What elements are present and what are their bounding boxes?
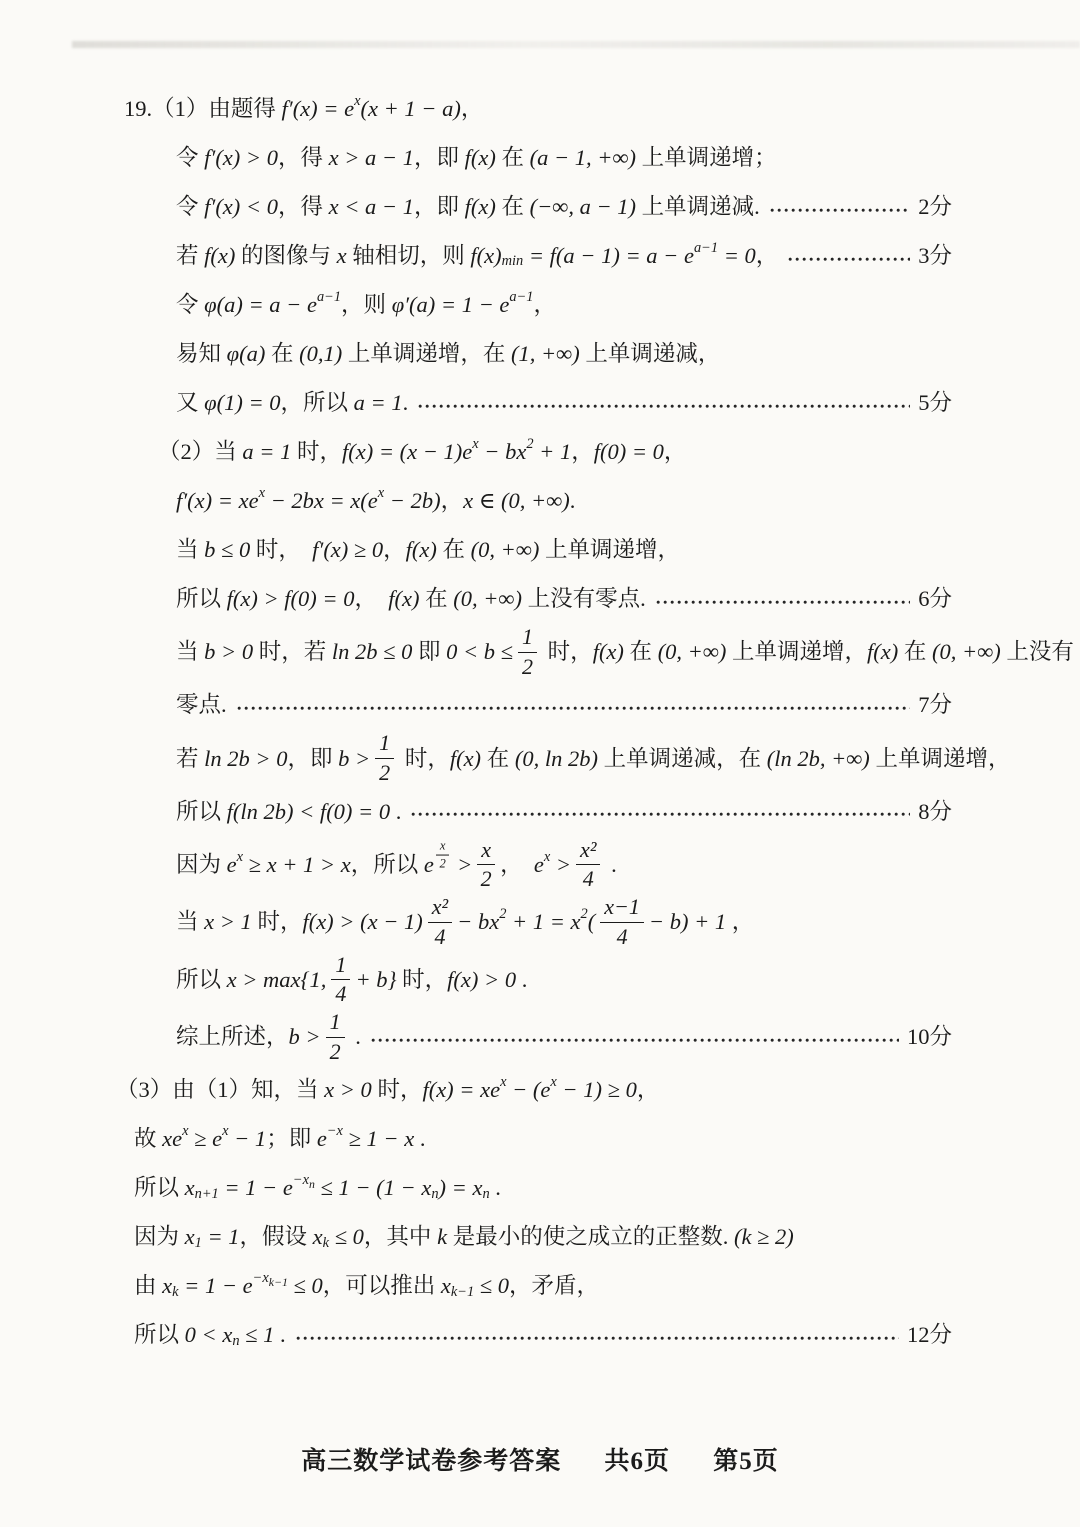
subscript: k <box>172 1283 179 1300</box>
math-run: ≥ x + 1 > x <box>243 851 351 877</box>
superscript: $-x_{k-1}$ <box>252 1270 288 1290</box>
content-line <box>176 1010 952 1064</box>
text-run: ，所以 <box>280 389 354 415</box>
math-run: a = 1 <box>353 389 403 415</box>
math-run: f′(x) = e <box>281 95 355 121</box>
text-run: 若 <box>176 242 205 268</box>
text-run: 因为 <box>134 1224 185 1250</box>
page-footer <box>0 1441 1080 1477</box>
content-line <box>176 282 952 328</box>
text-run: ，得 <box>277 193 329 219</box>
math-run: x <box>162 1273 173 1299</box>
text-run: 上没有零点. <box>521 585 646 611</box>
fraction-numerator: 1 <box>518 625 537 653</box>
math-run: − 1) ≥ 0 <box>556 1077 637 1103</box>
fraction <box>576 838 600 892</box>
text-run: 上没有 <box>1000 639 1074 665</box>
math-run: f(x) <box>470 242 502 268</box>
math-run: f(x) <box>405 536 437 562</box>
superscript: x <box>222 1123 229 1140</box>
content-line <box>176 624 1074 679</box>
math-run: b > 0 <box>204 639 254 665</box>
math-run: − bx <box>457 909 500 935</box>
math-run: + b} <box>355 966 397 992</box>
fraction-numerator: x² <box>576 838 600 866</box>
text-run: 在 <box>495 193 530 219</box>
math-run: = f(a − 1) = a − e <box>523 242 694 268</box>
math-run: f(ln 2b) < f(0) = 0 <box>226 798 391 824</box>
text-run: 上单调递增，在 <box>342 340 511 366</box>
nested-subscript: k−1 <box>268 1275 288 1290</box>
fraction-denominator: 4 <box>434 923 446 949</box>
text-run: . <box>569 487 576 513</box>
nested-subscript: n <box>308 1177 315 1192</box>
content-line <box>176 233 952 279</box>
superscript: x <box>543 849 551 866</box>
math-run: b > <box>338 745 371 771</box>
superscript: −x <box>326 1123 343 1140</box>
text-run: 上单调递减，在 <box>597 745 767 771</box>
text-run: . <box>390 798 402 824</box>
math-run: (0, ln 2b) <box>514 745 598 771</box>
score-label: 7分 <box>918 692 952 718</box>
text-run: 所以 <box>176 798 227 824</box>
dotted-leader <box>296 1336 899 1341</box>
math-run: x <box>184 1175 195 1201</box>
math-run: = 1 − e <box>218 1175 293 1201</box>
text-run: 所以 <box>176 966 227 992</box>
superscript: 2 <box>526 436 534 453</box>
text-run: 在 <box>265 340 300 366</box>
content-line <box>158 429 952 475</box>
math-run: f(x) = xe <box>422 1077 501 1103</box>
text-run: 所以 <box>176 585 227 611</box>
math-run: ≤ 0 <box>287 1273 323 1299</box>
text-run: ；即 <box>266 1126 317 1152</box>
text-run: ， <box>460 95 484 121</box>
content-line <box>176 184 952 230</box>
text-run: 令 <box>176 193 205 219</box>
text-run: 由 <box>134 1273 163 1299</box>
text-run: 时， <box>250 536 313 562</box>
subscript: n <box>431 1185 439 1202</box>
text-run: 易知 <box>176 340 227 366</box>
content-line <box>176 527 952 573</box>
math-run: = 1 <box>201 1224 240 1250</box>
text-run: 在 <box>623 639 658 665</box>
math-run: (0, +∞) <box>470 536 540 562</box>
text-run: . <box>349 1024 361 1049</box>
text-run: 因为 <box>176 851 227 877</box>
math-run: (0,1) <box>299 340 343 366</box>
superscript: a−1 <box>509 289 534 306</box>
content-line <box>176 576 952 622</box>
text-run: 上单调递减， <box>579 340 721 366</box>
content-line <box>176 953 952 1007</box>
text-run: ， <box>354 585 389 611</box>
text-run: . <box>414 1126 426 1152</box>
superscript: $-x_n$ <box>292 1172 315 1192</box>
math-run: b > <box>288 1024 321 1049</box>
math-run: φ(1) = 0 <box>204 389 281 415</box>
fraction <box>375 731 394 785</box>
text-run: 令 <box>176 144 205 170</box>
fraction-denominator: 2 <box>480 866 492 892</box>
text-run: 当 <box>176 639 205 665</box>
fraction-numerator: x−1 <box>600 895 644 923</box>
math-run: x < a − 1 <box>328 193 414 219</box>
math-run: − 2bx = x(e <box>264 487 378 513</box>
math-run: e <box>316 1126 327 1152</box>
content-line <box>134 1165 952 1211</box>
text-run: ， <box>726 909 755 935</box>
dotted-leader <box>371 1038 899 1043</box>
superscript: x <box>377 485 385 502</box>
math-run: x <box>336 242 347 268</box>
content-line <box>124 86 952 132</box>
text-run: 综上所述， <box>176 1024 289 1049</box>
text-run: ，即 <box>413 144 465 170</box>
text-run: 时，若 <box>253 639 332 665</box>
text-run: 故 <box>134 1126 163 1152</box>
math-run: (a − 1, +∞) <box>529 144 637 170</box>
math-run: f(x) = (x − 1)e <box>341 438 473 464</box>
subscript: k−1 <box>450 1283 475 1300</box>
math-run: x <box>184 1224 195 1250</box>
text-run: 上单调递增， <box>539 536 681 562</box>
fraction-denominator: 4 <box>616 923 628 949</box>
content-line <box>176 682 952 728</box>
text-run: 当 <box>176 536 205 562</box>
fraction <box>436 840 450 871</box>
subscript: k <box>322 1234 330 1251</box>
math-run: − bx <box>478 438 527 464</box>
math-run: ( <box>587 909 596 935</box>
superscript: x <box>500 1074 507 1091</box>
math-run: (ln 2b, +∞) <box>766 745 870 771</box>
fraction <box>600 895 644 949</box>
text-run: 时， <box>291 438 342 464</box>
dotted-leader <box>656 600 911 605</box>
math-run: x > 1 <box>204 909 252 935</box>
score-label: 3分 <box>918 242 952 268</box>
superscript: x <box>550 1074 557 1091</box>
fraction <box>518 625 537 679</box>
math-run: − 1 <box>228 1126 267 1152</box>
text-run: 时， <box>396 966 448 992</box>
text-run: 时， <box>251 909 303 935</box>
fraction-denominator: 2 <box>522 653 534 679</box>
text-run: 所以 <box>134 1175 185 1201</box>
text-run: 时， <box>399 745 450 771</box>
text-run: ，即 <box>413 193 465 219</box>
text-run: 在 <box>898 639 933 665</box>
math-run: ≥ 1 − x <box>342 1126 415 1152</box>
text-run: （2）当 <box>158 438 243 464</box>
math-run: f(x) > (x − 1) <box>302 909 423 935</box>
text-run: ，得 <box>277 144 329 170</box>
text-run: 令 <box>176 291 205 317</box>
dotted-leader <box>237 706 911 711</box>
text-run: ， <box>636 1077 660 1103</box>
math-run: x <box>440 1273 451 1299</box>
text-run: . <box>402 389 409 415</box>
fraction-denominator: 4 <box>335 981 347 1007</box>
math-run: − (e <box>506 1077 551 1103</box>
fraction-numerator: x <box>477 838 495 866</box>
math-run: f(x) <box>464 144 496 170</box>
content-line <box>176 838 952 892</box>
text-run: 上单调递增； <box>636 144 777 170</box>
fraction <box>331 953 350 1007</box>
text-run: 在 <box>419 585 454 611</box>
math-run: = 0 <box>718 242 756 268</box>
text-run: 的图像与 <box>235 242 337 268</box>
superscript: x <box>472 436 479 453</box>
text-run: ， <box>755 242 779 268</box>
content-line <box>176 789 952 835</box>
content-line <box>134 1263 952 1309</box>
score-label: 8分 <box>918 798 952 824</box>
math-run: a = 1 <box>242 438 292 464</box>
fraction-numerator: 1 <box>326 1010 345 1038</box>
fraction-denominator: 2 <box>329 1038 341 1064</box>
content-line <box>176 331 952 377</box>
fraction-denominator: 4 <box>582 866 594 892</box>
math-run: f(x) <box>204 242 236 268</box>
math-run: ln 2b ≤ 0 <box>331 639 413 665</box>
superscript: 2 <box>499 906 507 923</box>
dotted-leader <box>418 404 910 409</box>
math-run: (k ≥ 2) <box>733 1224 794 1250</box>
text-run: 当 <box>176 909 205 935</box>
text-run: 若 <box>176 745 205 771</box>
text-run: ， <box>571 438 594 464</box>
superscript: 2 <box>580 906 588 923</box>
math-run: k <box>437 1224 448 1250</box>
text-run: 即 <box>412 639 447 665</box>
text-run: 时， <box>371 1077 423 1103</box>
math-run: f(x) <box>867 639 899 665</box>
math-run: φ(a) <box>226 340 266 366</box>
superscript: a−1 <box>693 240 719 257</box>
subscript: min <box>501 253 524 270</box>
fraction-numerator: x² <box>428 895 452 923</box>
math-run: xe <box>162 1126 183 1152</box>
content-line <box>134 1312 952 1358</box>
text-run: 在 <box>436 536 471 562</box>
subscript: n <box>232 1332 240 1349</box>
math-run: = 1 − e <box>178 1273 253 1299</box>
dotted-leader <box>411 812 910 817</box>
math-run: f(x) <box>449 745 482 771</box>
dotted-leader <box>770 208 910 213</box>
math-run: > <box>451 851 473 877</box>
superscript: x <box>258 485 265 502</box>
subscript: 1 <box>194 1234 202 1251</box>
fraction-numerator: 1 <box>375 731 394 759</box>
math-run: ≤ 0 <box>329 1224 364 1250</box>
text-run: ，所以 <box>350 851 424 877</box>
math-run: f(x) > f(0) = 0 <box>226 585 355 611</box>
math-run: f(0) = 0 <box>593 438 664 464</box>
dotted-leader <box>788 257 910 262</box>
superscript: x <box>354 93 361 110</box>
math-run: f′(x) > 0 <box>204 144 278 170</box>
math-run: f(x) <box>388 585 420 611</box>
text-run: ， <box>500 851 534 877</box>
math-run: x > a − 1 <box>328 144 414 170</box>
text-run: ， <box>533 291 557 317</box>
text-run: 轴相切，则 <box>346 242 471 268</box>
text-run: ，则 <box>341 291 392 317</box>
math-run: (−∞, a − 1) <box>529 193 637 219</box>
fraction-numerator: x <box>436 840 450 856</box>
math-run: ≤ 0 <box>474 1273 510 1299</box>
math-run: φ(a) = a − e <box>204 291 317 317</box>
footer-pages-total: 共6页 <box>604 1448 670 1475</box>
content-line <box>134 1214 952 1260</box>
text-run: 零点. <box>176 692 227 718</box>
math-run: b ≤ 0 <box>204 536 251 562</box>
math-run: (0, +∞) <box>657 639 727 665</box>
score-label: 2分 <box>918 193 952 219</box>
text-run: . <box>274 1322 286 1348</box>
content-line <box>176 380 952 426</box>
text-run: ，假设 <box>239 1224 313 1250</box>
text-run: ， <box>663 438 687 464</box>
text-run: ，可以推出 <box>322 1273 441 1299</box>
text-run: 在 <box>481 745 515 771</box>
fraction <box>428 895 452 949</box>
math-run: − b) + 1 <box>648 909 727 935</box>
page-content <box>0 86 1080 1358</box>
fraction-denominator: 2 <box>379 760 391 786</box>
text-run: ， <box>383 536 406 562</box>
text-run: ，即 <box>287 745 339 771</box>
superscript: x <box>182 1123 189 1140</box>
math-run: x ∈ (0, +∞) <box>463 487 570 513</box>
text-run: 是最小的使之成立的正整数. <box>447 1224 734 1250</box>
content-line <box>176 730 1011 786</box>
math-run: x <box>312 1224 323 1250</box>
text-run: . <box>489 1175 501 1201</box>
footer-title: 高三数学试卷参考答案 <box>301 1448 562 1475</box>
math-run: e <box>423 851 434 877</box>
text-run: ，其中 <box>363 1224 438 1250</box>
math-run: f(x) <box>464 193 496 219</box>
scanner-artifact <box>72 41 1080 48</box>
text-run: 又 <box>176 389 205 415</box>
math-run: f′(x) ≥ 0 <box>312 536 384 562</box>
math-run: 0 < b ≤ <box>446 639 514 665</box>
score-label: 12分 <box>906 1322 952 1348</box>
math-run: f′(x) < 0 <box>204 193 278 219</box>
math-run: > <box>550 851 572 877</box>
footer-page-current: 第5页 <box>713 1448 779 1475</box>
math-run: ≤ 1 <box>239 1322 275 1348</box>
score-label: 5分 <box>918 389 952 415</box>
math-run: (0, +∞) <box>932 639 1001 665</box>
superscript: x <box>236 849 244 866</box>
text-run: 19.（1）由题得 <box>124 95 282 121</box>
content-line <box>176 478 952 524</box>
math-run: ≤ 1 − (1 − x <box>314 1175 432 1201</box>
content-line <box>134 1116 952 1162</box>
content-line <box>176 895 952 949</box>
math-run: ≥ e <box>188 1126 223 1152</box>
math-run: ln 2b > 0 <box>204 745 288 771</box>
text-run: ，矛盾， <box>509 1273 600 1299</box>
subscript: n+1 <box>194 1185 219 1202</box>
subscript: n <box>482 1185 490 1202</box>
fraction <box>326 1010 345 1064</box>
math-run: (1, +∞) <box>510 340 580 366</box>
math-run: f(x) <box>592 639 624 665</box>
text-run: 上单调递增， <box>869 745 1011 771</box>
superscript: a−1 <box>316 289 342 306</box>
math-run: + 1 <box>533 438 572 464</box>
math-run: (0, +∞) <box>453 585 522 611</box>
text-run: 时， <box>542 639 593 665</box>
fraction-numerator: 1 <box>331 953 350 981</box>
math-run: − 2b) <box>384 487 441 513</box>
fraction <box>477 838 495 892</box>
math-run: x > max{1, <box>226 966 327 992</box>
text-run: . <box>605 851 617 877</box>
fraction-denominator: 2 <box>439 856 446 871</box>
text-run: 上单调递减. <box>636 193 760 219</box>
math-run: (x + 1 − a) <box>360 95 461 121</box>
math-run: e <box>226 851 237 877</box>
math-run: f(x) > 0 <box>447 966 517 992</box>
text-run: . <box>516 966 528 992</box>
math-run: + 1 = x <box>506 909 581 935</box>
math-run: φ′(a) = 1 − e <box>391 291 510 317</box>
score-label: 10分 <box>906 1024 952 1049</box>
text-run: （3）由（1）知，当 <box>116 1077 325 1103</box>
math-run: e <box>533 851 544 877</box>
content-line <box>176 135 952 181</box>
text-run: 上单调递增， <box>726 639 868 665</box>
math-run: ) = x <box>438 1175 483 1201</box>
math-run: x > 0 <box>324 1077 372 1103</box>
math-run: 0 < x <box>184 1322 233 1348</box>
score-label: 6分 <box>918 585 952 611</box>
math-run: f′(x) = xe <box>176 487 259 513</box>
content-line <box>116 1067 952 1113</box>
text-run: 所以 <box>134 1322 185 1348</box>
text-run: 在 <box>495 144 530 170</box>
text-run: ， <box>440 487 464 513</box>
